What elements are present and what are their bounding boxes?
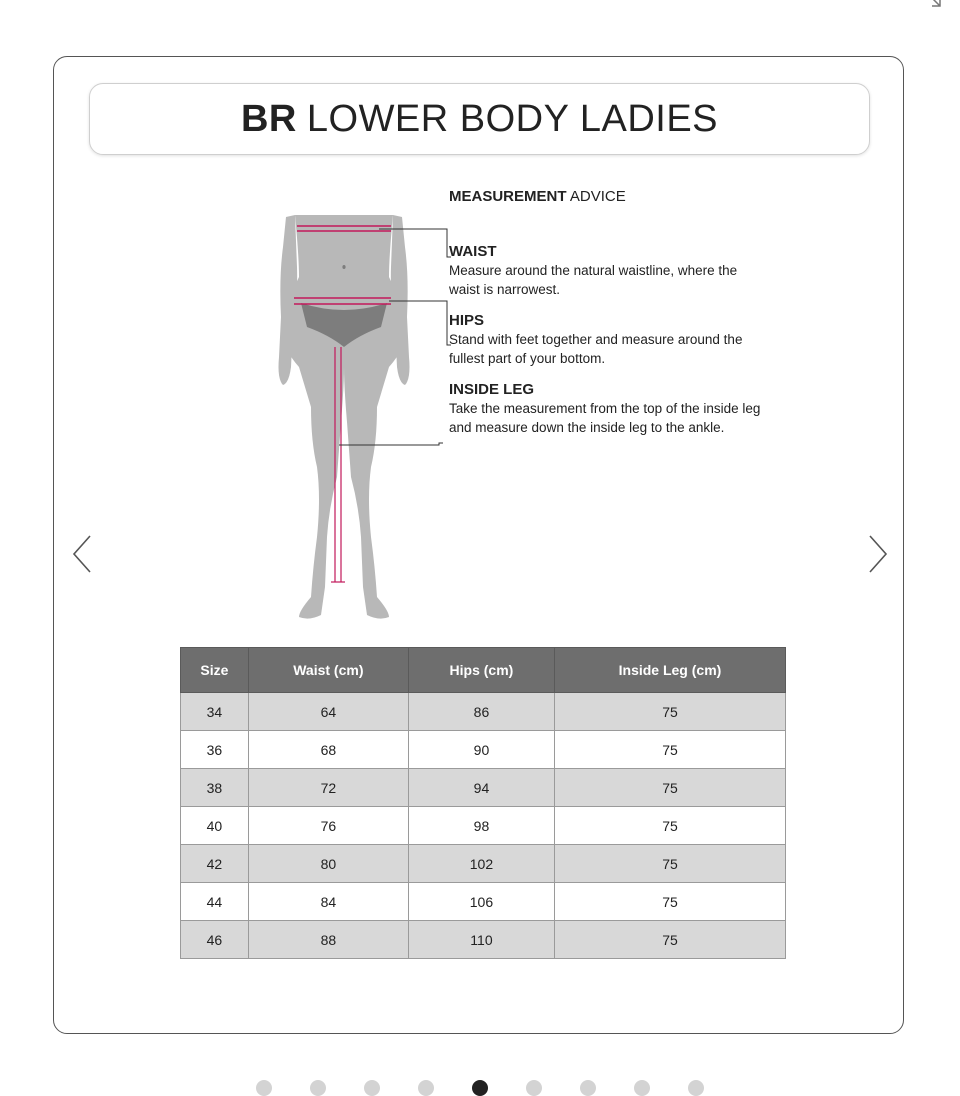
- title-text: LOWER BODY LADIES: [306, 97, 719, 140]
- table-row: [181, 883, 786, 921]
- carousel-dot[interactable]: [634, 1080, 650, 1096]
- table-row: [181, 921, 786, 959]
- carousel-dot[interactable]: [310, 1080, 326, 1096]
- cell-hips: 98: [408, 807, 554, 845]
- cell-size: 40: [181, 807, 249, 845]
- cell-waist: 88: [248, 921, 408, 959]
- hips-text: Stand with feet together and measure around the fullest part of your bottom.: [449, 332, 743, 366]
- cell-waist: 76: [248, 807, 408, 845]
- cell-size: 38: [181, 769, 249, 807]
- resize-corner-icon: [928, 0, 942, 8]
- table-row: [181, 769, 786, 807]
- table-header-row: [181, 648, 786, 693]
- waist-section: [449, 242, 769, 299]
- cell-waist: 68: [248, 731, 408, 769]
- cell-size: 34: [181, 693, 249, 731]
- advice-heading-rest: ADVICE: [569, 188, 626, 205]
- advice-heading: [449, 187, 769, 206]
- header-inside-leg: Inside Leg (cm): [554, 648, 785, 693]
- chevron-right-icon[interactable]: [866, 532, 890, 576]
- cell-size: 42: [181, 845, 249, 883]
- cell-hips: 94: [408, 769, 554, 807]
- carousel-dots: [0, 1080, 960, 1096]
- table-row: [181, 807, 786, 845]
- cell-waist: 80: [248, 845, 408, 883]
- measurement-advice: [449, 187, 769, 449]
- cell-inside-leg: 75: [554, 731, 785, 769]
- header-size: Size: [181, 648, 249, 693]
- table-row: [181, 731, 786, 769]
- table-row: [181, 693, 786, 731]
- carousel-dot[interactable]: [580, 1080, 596, 1096]
- cell-waist: 64: [248, 693, 408, 731]
- size-guide-card: [53, 56, 904, 1034]
- cell-inside-leg: 75: [554, 807, 785, 845]
- cell-hips: 102: [408, 845, 554, 883]
- cell-size: 46: [181, 921, 249, 959]
- carousel-dot[interactable]: [688, 1080, 704, 1096]
- hips-title: HIPS: [449, 312, 485, 329]
- carousel-dot-active[interactable]: [472, 1080, 488, 1096]
- cell-inside-leg: 75: [554, 845, 785, 883]
- inside-leg-section: [449, 380, 769, 437]
- header-hips: Hips (cm): [408, 648, 554, 693]
- cell-inside-leg: 75: [554, 693, 785, 731]
- header-waist: Waist (cm): [248, 648, 408, 693]
- cell-size: 36: [181, 731, 249, 769]
- carousel-dot[interactable]: [418, 1080, 434, 1096]
- inside-leg-title: INSIDE LEG: [449, 381, 535, 398]
- table-row: [181, 845, 786, 883]
- cell-waist: 72: [248, 769, 408, 807]
- size-table: [180, 647, 786, 959]
- inside-leg-text: Take the measurement from the top of the inside leg and measure down the inside leg to the ankle.: [449, 401, 761, 435]
- waist-text: Measure around the natural waistline, where the waist is narrowest.: [449, 263, 738, 297]
- title-box: [89, 83, 870, 155]
- cell-hips: 110: [408, 921, 554, 959]
- cell-inside-leg: 75: [554, 769, 785, 807]
- cell-inside-leg: 75: [554, 883, 785, 921]
- cell-inside-leg: 75: [554, 921, 785, 959]
- carousel-dot[interactable]: [364, 1080, 380, 1096]
- cell-hips: 86: [408, 693, 554, 731]
- advice-heading-bold: MEASUREMENT: [449, 188, 567, 205]
- cell-size: 44: [181, 883, 249, 921]
- waist-title: WAIST: [449, 243, 497, 260]
- title-bold: BR: [240, 97, 297, 140]
- cell-hips: 106: [408, 883, 554, 921]
- carousel-dot[interactable]: [256, 1080, 272, 1096]
- carousel-dot[interactable]: [526, 1080, 542, 1096]
- cell-hips: 90: [408, 731, 554, 769]
- chevron-left-icon[interactable]: [70, 532, 94, 576]
- hips-section: [449, 311, 769, 368]
- cell-waist: 84: [248, 883, 408, 921]
